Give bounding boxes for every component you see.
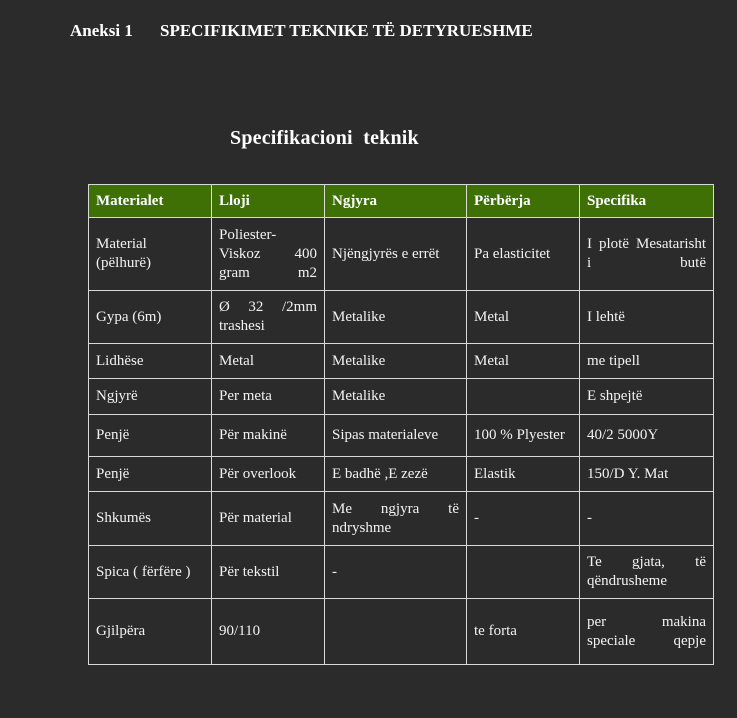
cell-spec: Te gjata, të qëndrusheme <box>580 546 714 599</box>
cell-color: Sipas materialeve <box>325 415 467 457</box>
cell-spec: per makina speciale qepje <box>580 599 714 665</box>
cell-type: Metal <box>212 344 325 379</box>
cell-composition: te forta <box>467 599 580 665</box>
cell-material: Gjilpëra <box>89 599 212 665</box>
cell-color: E badhë ,E zezë <box>325 457 467 492</box>
cell-material: Shkumës <box>89 492 212 546</box>
column-header-composition: Përbërja <box>467 185 580 218</box>
cell-color: Njëngjyrës e errët <box>325 218 467 291</box>
table-row <box>89 415 714 457</box>
cell-color <box>325 599 467 665</box>
cell-color: - <box>325 546 467 599</box>
annex-title: SPECIFIKIMET TEKNIKE TË DETYRUESHME <box>160 21 533 40</box>
cell-composition: Metal <box>467 344 580 379</box>
table-row <box>89 291 714 344</box>
table-title: Specifikacioni teknik <box>230 127 419 149</box>
cell-material: Ngjyrë <box>89 379 212 415</box>
cell-composition: 100 % Plyester <box>467 415 580 457</box>
table-row <box>89 379 714 415</box>
table-header-row <box>89 185 714 218</box>
cell-material: Penjë <box>89 457 212 492</box>
table-row <box>89 599 714 665</box>
cell-color: Me ngjyra të ndryshme <box>325 492 467 546</box>
cell-type: Për material <box>212 492 325 546</box>
cell-composition: Metal <box>467 291 580 344</box>
table-row <box>89 344 714 379</box>
cell-composition: Pa elasticitet <box>467 218 580 291</box>
cell-type: Ø 32 /2mm trashesi <box>212 291 325 344</box>
cell-type: Për makinë <box>212 415 325 457</box>
column-header-materials: Materialet <box>89 185 212 218</box>
cell-spec: 150/D Y. Mat <box>580 457 714 492</box>
table-row <box>89 457 714 492</box>
cell-type: 90/110 <box>212 599 325 665</box>
column-header-color: Ngjyra <box>325 185 467 218</box>
table-row <box>89 546 714 599</box>
cell-material: Material (pëlhurë) <box>89 218 212 291</box>
cell-type: Për overlook <box>212 457 325 492</box>
column-header-type: Lloji <box>212 185 325 218</box>
cell-type: Per meta <box>212 379 325 415</box>
annex-heading <box>70 21 533 41</box>
cell-color: Metalike <box>325 344 467 379</box>
cell-material: Lidhëse <box>89 344 212 379</box>
cell-color: Metalike <box>325 291 467 344</box>
cell-composition <box>467 546 580 599</box>
cell-spec: - <box>580 492 714 546</box>
cell-type: Për tekstil <box>212 546 325 599</box>
table-row <box>89 218 714 291</box>
cell-color: Metalike <box>325 379 467 415</box>
cell-composition: - <box>467 492 580 546</box>
cell-material: Gypa (6m) <box>89 291 212 344</box>
cell-spec: 40/2 5000Y <box>580 415 714 457</box>
cell-type: Poliester-Viskoz 400 gram m2 <box>212 218 325 291</box>
specification-table <box>88 184 714 665</box>
cell-composition: Elastik <box>467 457 580 492</box>
cell-spec: I plotë Mesatarisht i butë <box>580 218 714 291</box>
cell-spec: I lehtë <box>580 291 714 344</box>
cell-material: Spica ( fërfëre ) <box>89 546 212 599</box>
table-row <box>89 492 714 546</box>
cell-material: Penjë <box>89 415 212 457</box>
annex-number: Aneksi 1 <box>70 21 133 40</box>
cell-spec: E shpejtë <box>580 379 714 415</box>
column-header-specs: Specifika <box>580 185 714 218</box>
cell-spec: me tipell <box>580 344 714 379</box>
cell-composition <box>467 379 580 415</box>
